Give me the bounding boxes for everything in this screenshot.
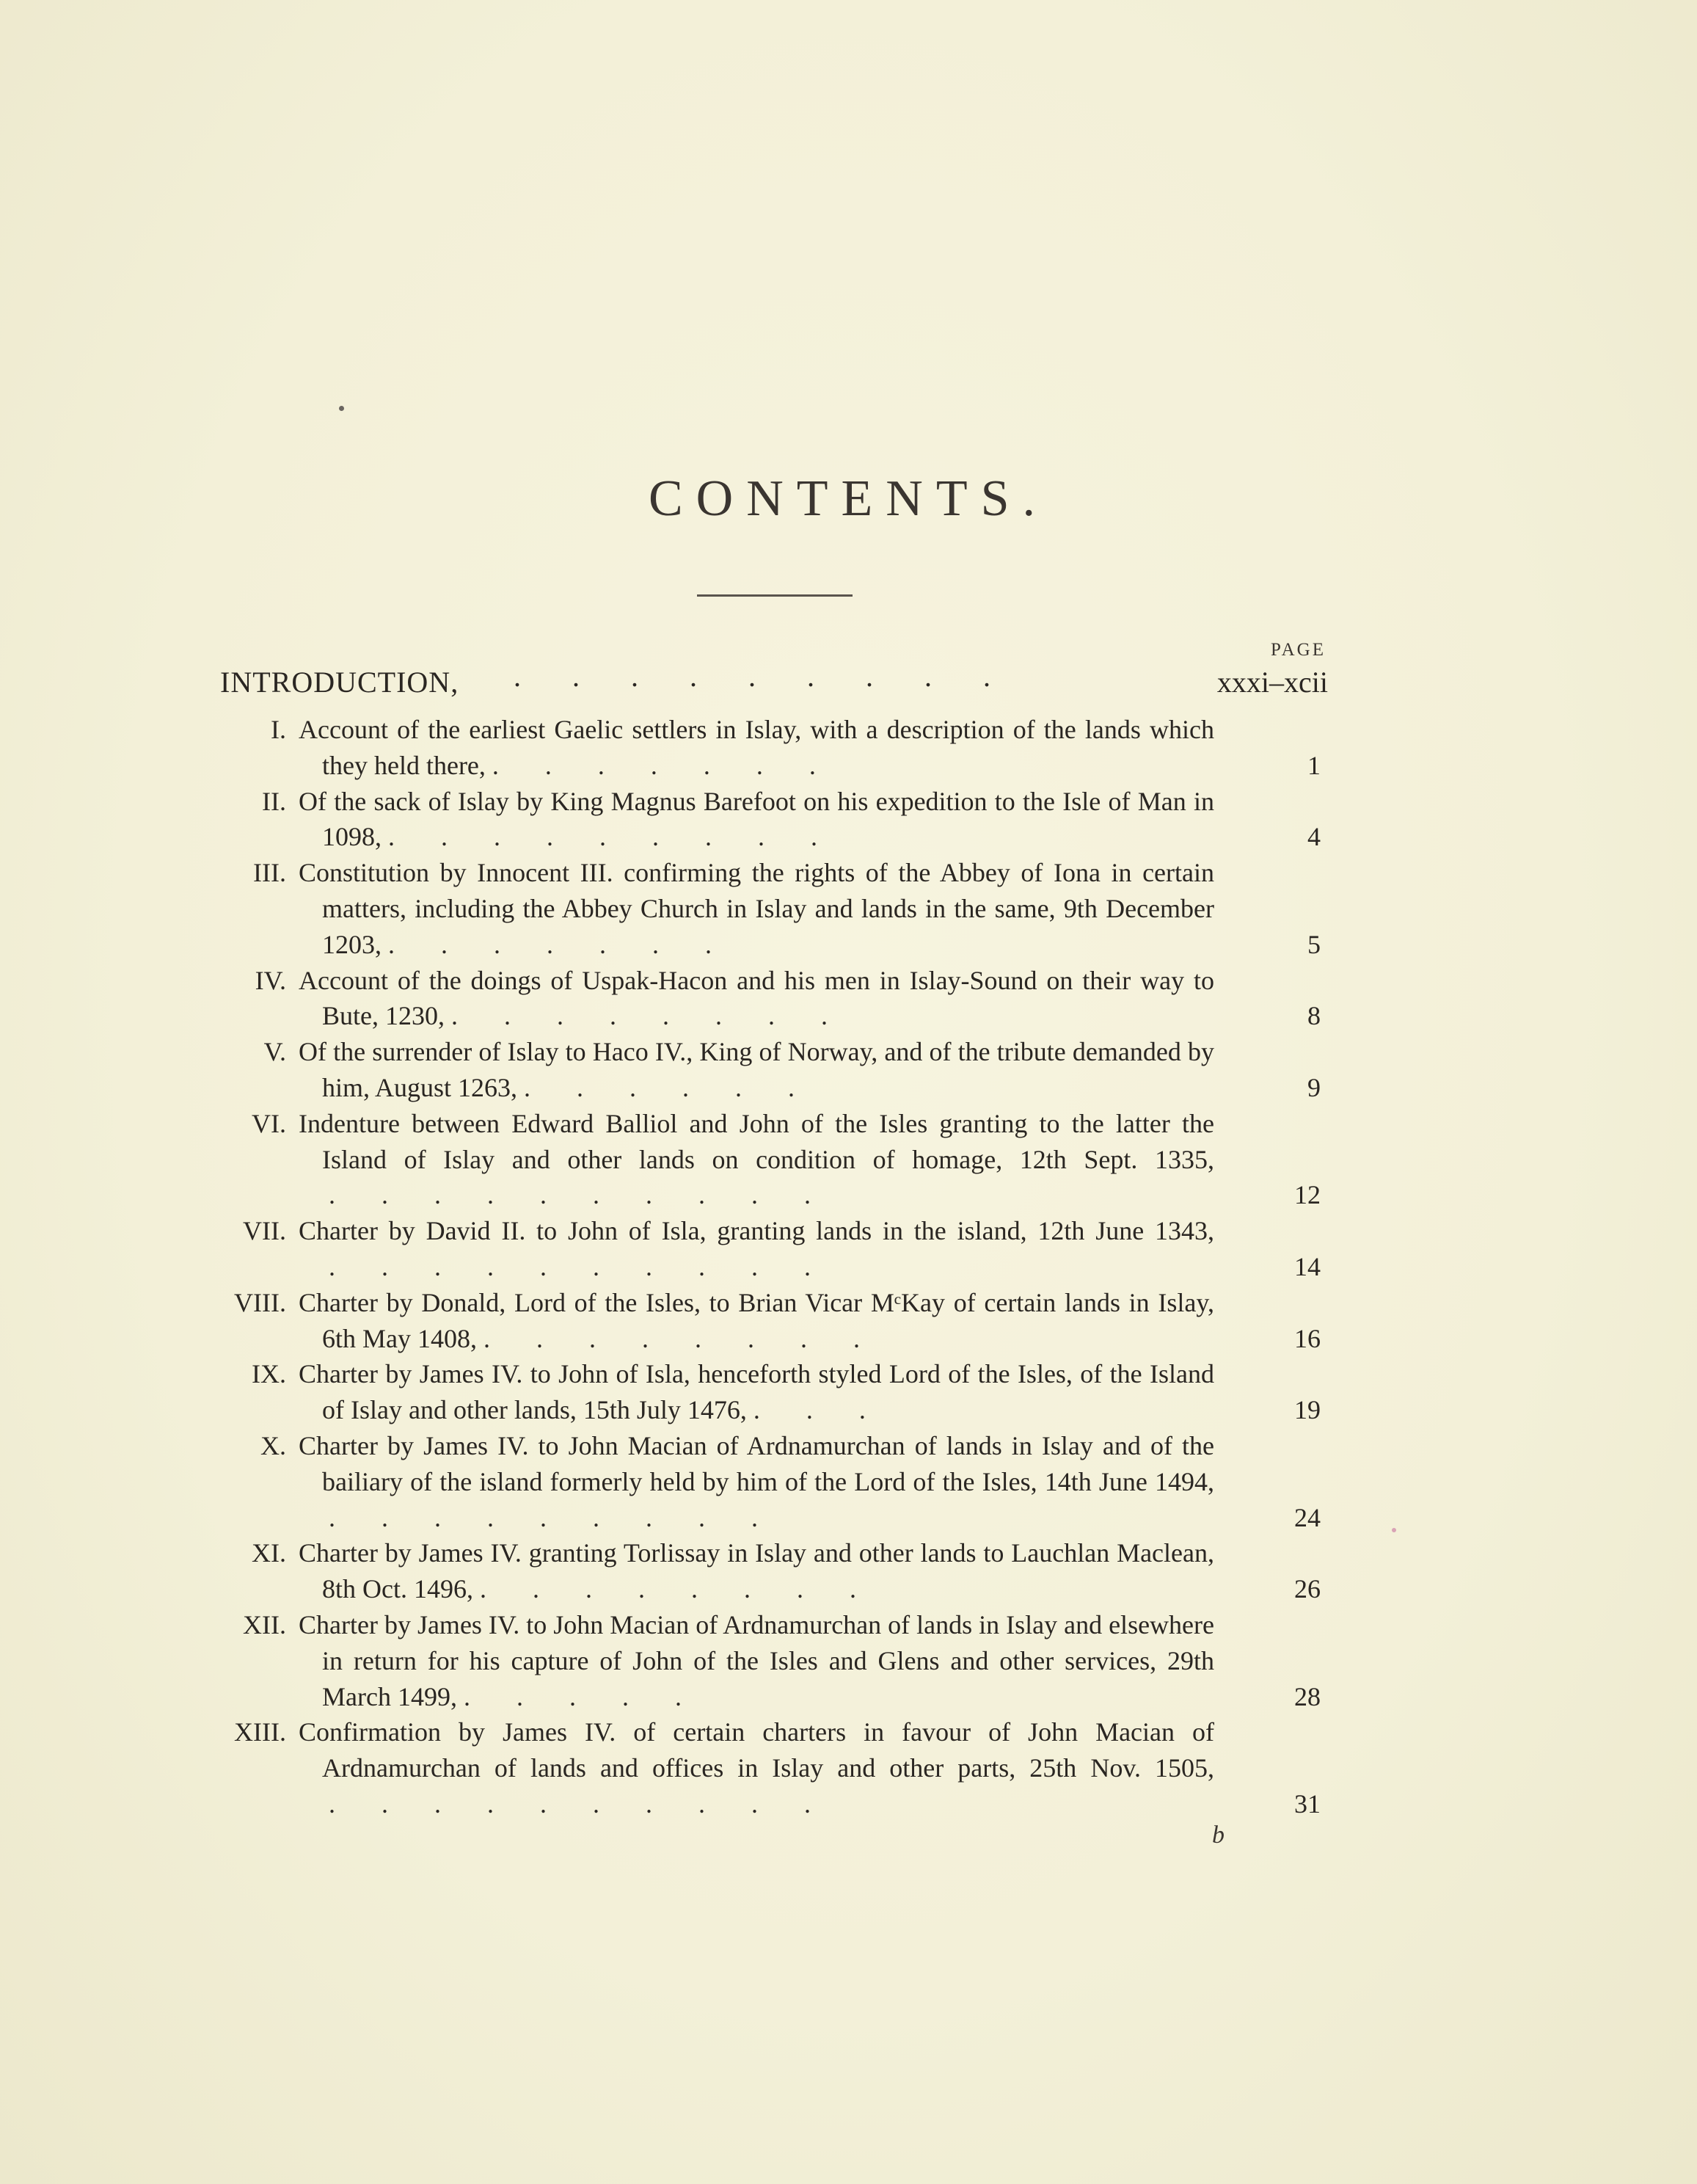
contents-entry [0, 712, 1697, 784]
entry-text-block [299, 1535, 1214, 1607]
introduction-leader: . . . . . . . . . [514, 660, 990, 693]
entry-description: Of the surrender of Islay to Haco IV., King of Norway, and of the tribute demanded by him, August 1263, [299, 1037, 1214, 1102]
entry-page-number: 4 [1307, 822, 1321, 852]
entry-text-block [299, 1607, 1214, 1714]
entry-description: Indenture between Edward Balliol and John of the Isles granting to the latter the Island of Islay and other lands on condition of homage, 12th Sept. 1335, [299, 1108, 1214, 1174]
entry-numeral: XIII. [234, 1717, 286, 1747]
entry-page-number: 1 [1307, 750, 1321, 780]
entry-page-number: 9 [1307, 1072, 1321, 1102]
entry-description: Charter by James IV. to John of Isla, henceforth styled Lord of the Isles, of the Island of Islay and other lands, 15th July 1476, [299, 1359, 1214, 1425]
entry-description: Account of the doings of Uspak-Hacon and his men in Islay-Sound on their way to Bute, 1230, [299, 965, 1214, 1031]
entry-description: Of the sack of Islay by King Magnus Barefoot on his expedition to the Isle of Man in 1098, [299, 786, 1214, 852]
introduction-entry [220, 660, 1328, 705]
entry-text-block [299, 1285, 1214, 1357]
contents-entry [0, 1535, 1697, 1607]
page-column-header: PAGE [1271, 640, 1326, 660]
contents-list [0, 712, 1697, 1822]
entry-leader-dots: . . . . . . . . . . [322, 1180, 811, 1210]
entry-text-block [299, 963, 1214, 1035]
entry-numeral: I. [271, 715, 286, 744]
entry-page-number: 16 [1294, 1323, 1321, 1353]
entry-numeral: VI. [252, 1108, 286, 1138]
entry-page-number: 12 [1294, 1180, 1321, 1210]
entry-numeral: V. [263, 1037, 286, 1067]
entry-numeral: III. [253, 858, 286, 888]
contents-entry [0, 1106, 1697, 1213]
entry-numeral: X. [260, 1430, 286, 1460]
entry-numeral: IX. [252, 1359, 286, 1389]
entry-page-number: 24 [1294, 1502, 1321, 1532]
entry-text-block [299, 1213, 1214, 1285]
entry-page-number: 14 [1294, 1251, 1321, 1281]
entry-leader-dots: . . . . . . [517, 1072, 795, 1102]
entry-page-number: 26 [1294, 1574, 1321, 1604]
entry-leader-dots: . . . . . . . . [472, 1574, 856, 1604]
entry-page-number: 5 [1307, 929, 1321, 959]
entry-page-number: 28 [1294, 1681, 1321, 1711]
entry-leader-dots: . . . . . . . . [477, 1323, 860, 1353]
entry-text-block [299, 1106, 1214, 1213]
entry-page-number: 19 [1294, 1395, 1321, 1425]
title-divider [697, 594, 853, 597]
entry-description: Charter by James IV. granting Torlissay in Islay and other lands to Lauchlan Maclean, 8th Oct. 1496, [299, 1538, 1214, 1604]
entry-description: Account of the earliest Gaelic settlers in Islay, with a description of the lands which they held there, [299, 715, 1214, 780]
entry-numeral: XI. [252, 1538, 286, 1568]
entry-leader-dots: . . . . . . . . . [382, 822, 817, 852]
entry-text-block [299, 1428, 1214, 1535]
entry-description: Confirmation by James IV. of certain charters in favour of John Macian of Ardnamurchan of lands and offices in Islay and other parts, 25th Nov. 1505, [299, 1717, 1214, 1783]
entry-numeral: XII. [243, 1609, 286, 1639]
entry-text-block [299, 1714, 1214, 1821]
entry-leader-dots: . . . . . . . . . . [322, 1251, 811, 1281]
contents-entry [0, 1213, 1697, 1285]
contents-entry [0, 1428, 1697, 1535]
signature-mark: b [1212, 1821, 1225, 1849]
entry-description: Constitution by Innocent III. confirming the rights of the Abbey of Iona in certain matters, including the Abbey Church in Islay and lands in the same, 9th December 1203, [299, 858, 1214, 959]
entry-description: Charter by James IV. to John Macian of Ardnamurchan of lands in Islay and elsewhere in return for his capture of John of the Isles and Glens and other services, 29th March 1499, [299, 1609, 1214, 1711]
entry-description: Charter by David II. to John of Isla, granting lands in the island, 12th June 1343, [299, 1216, 1214, 1246]
ink-speck [339, 406, 344, 411]
contents-entry [0, 1356, 1697, 1428]
entry-leader-dots: . . . . . . . . [445, 1001, 828, 1031]
introduction-label: INTRODUCTION, [220, 666, 459, 699]
entry-leader-dots: . . . . . . . [382, 929, 712, 959]
entry-leader-dots: . . . . . . . . . . [322, 1788, 811, 1819]
contents-entry [0, 784, 1697, 856]
contents-entry [0, 1034, 1697, 1106]
entry-page-number: 31 [1294, 1788, 1321, 1819]
contents-entry [0, 1607, 1697, 1714]
entry-text-block [299, 1034, 1214, 1106]
entry-description: Charter by Donald, Lord of the Isles, to Brian Vicar MᶜKay of certain lands in Islay, 6th May 1408, [299, 1287, 1214, 1353]
entry-text-block [299, 784, 1214, 856]
entry-leader-dots: . . . [746, 1395, 866, 1425]
entry-text-block [299, 1356, 1214, 1428]
page-title: CONTENTS. [648, 470, 1049, 527]
entry-numeral: IV. [255, 965, 286, 995]
contents-entry [0, 963, 1697, 1035]
contents-entry [0, 855, 1697, 962]
entry-text-block [299, 855, 1214, 962]
entry-leader-dots: . . . . . . . . . [322, 1502, 758, 1532]
contents-entry [0, 1285, 1697, 1357]
entry-description: Charter by James IV. to John Macian of Ardnamurchan of lands in Islay and of the bailiary of the island formerly held by him of the Lord of the Isles, 14th June 1494, [299, 1430, 1214, 1496]
entry-leader-dots: . . . . . . . [485, 750, 816, 780]
entry-page-number: 8 [1307, 1001, 1321, 1031]
entry-leader-dots: . . . . . [456, 1681, 682, 1711]
entry-numeral: VIII. [234, 1287, 286, 1317]
entry-numeral: VII. [243, 1216, 286, 1246]
entry-numeral: II. [262, 786, 286, 816]
contents-entry [0, 1714, 1697, 1821]
entry-text-block [299, 712, 1214, 784]
introduction-pages: xxxi–xcii [1216, 666, 1328, 699]
